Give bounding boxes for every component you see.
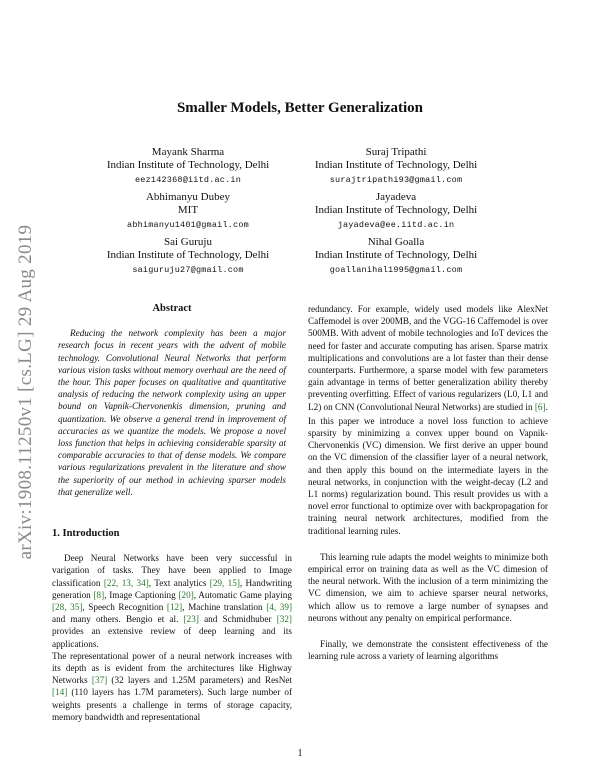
author-block [276,236,516,277]
author-name: Jayadeva [375,191,417,203]
author-name: Nihal Goalla [367,236,425,248]
author-email: jayadeva@ee.iitd.ac.in [337,220,455,230]
intro-paragraph: The representational power of a neural network increases with its depth as is evident from the architectures like Highway Networks [37] (32 layers and 1.25M parameters) and ResNet [14] (110 layers has 1.7M parameters). Such large number of weights presents a challenge in terms of storage capacity, memory bandwidth and representational [52,650,292,722]
citation-link[interactable]: [6] [534,401,546,412]
author-email: eez142368@iitd.ac.in [134,175,242,185]
author-affiliation: Indian Institute of Technology, Delhi [106,159,270,171]
author-affiliation: MIT [177,204,199,216]
author-name: Suraj Tripathi [365,146,427,158]
author-name: Mayank Sharma [151,146,225,158]
abstract-text: Reducing the network complexity has been a major research focus in recent years with the advent of mobile technology. Convolutional Neural Networks that perform various vision tasks without memory overhaul are the need of the hour. This paper focuses on qualitative and quantitative analysis of reducing the network complexity using an upper bound on Vapnik-Chervonenkis dimension, pruning and quantization. We observe a general trend in improvement of accuracies as we quantize the models. We propose a novel loss function that helps in achieving considerable sparsity at comparable accuracies to that of dense models. We compare various regularizations prevalent in the literature and show the superiority of our method in achieving sparser models that generalize well. [58,328,286,497]
arxiv-identifier: arXiv:1908.11250v1 [cs.LG] 29 Aug 2019 [15,224,36,560]
author-affiliation: Indian Institute of Technology, Delhi [314,204,478,216]
author-name: Sai Guruju [164,236,212,248]
author-name: Abhimanyu Dubey [145,191,230,203]
author-email: saiguruju27@gmail.com [132,265,244,275]
author-block [276,191,516,232]
intro-paragraph: Deep Neural Networks have been very successful in varigation of tasks. They have been applied to Image classification [22, 13, 34], Text analytics [29, 15], Handwriting generation [8], Image Captioning [20], Automatic Game playing [28, 35], Speech Recognition [12], Machine translation [4, 39] and many others. Bengio et al. [23] and Schmidhuber [32] provides an extensive review of deep learning and its applications. [52,553,293,649]
citation-link[interactable]: [29, 15] [209,577,240,588]
citation-link[interactable]: [32] [276,614,292,625]
citation-link[interactable]: [4, 39] [266,602,293,613]
author-email: abhimanyu1401@gmail.com [127,220,249,230]
right-column [308,303,548,662]
author-block [276,146,516,187]
author-block [68,146,308,187]
left-column [52,303,292,723]
body-paragraph: This learning rule adapts the model weights to minimize both empirical error on training data as well as the VC dimesion of the neural network. With the inclusion of a term minimizing the VC dimension, we aim to achieve sparser neural networks, which allow us to remove a large number of synapses and neurons without any penalty on empirical performance. [308,551,548,623]
body-paragraph: In this paper we introduce a novel loss function to achieve sparsity by minimizing a convex upper bound on Vapnik-Chervonenkis (VC) dimension. We first derive an upper bound on the VC dimension of the classifier layer of a neural network, and then apply this bound on the intermediate layers in the neural networks, in conjunction with the weight-decay (L2 and L1 norms) regularization bound. This result provides us with a novel error functional to optimize over with backpropagation for training neural network architectures, modified from the traditional learning rules. [308,415,548,536]
citation-link[interactable]: [12] [166,602,183,613]
abstract-heading: Abstract [152,303,192,314]
author-email: surajtripathi93@gmail.com [329,175,463,185]
citation-link[interactable]: [8] [93,589,105,600]
section-heading-introduction: 1. Introduction [52,528,120,540]
author-affiliation: Indian Institute of Technology, Delhi [314,159,478,171]
author-affiliation: Indian Institute of Technology, Delhi [106,249,270,261]
body-paragraph: Finally, we demonstrate the consistent effectiveness of the learning rule across a variety of learning algorithms [308,639,548,662]
citation-link[interactable]: [14] [52,687,68,698]
author-affiliation: Indian Institute of Technology, Delhi [314,249,478,261]
citation-link[interactable]: [23] [183,614,199,625]
citation-link[interactable]: [28, 35] [52,602,83,613]
citation-link[interactable]: [22, 13, 34] [103,577,149,588]
page-number: 1 [297,748,303,759]
author-block [68,236,308,277]
arxiv-side-label [12,192,40,592]
body-paragraph: redundancy. For example, widely used models like AlexNet Caffemodel is over 200MB, and the VGG-16 Caffemodel is over 500MB. With advent of mobile technologies and IoT devices the need for faster and accurate computing has arisen. Sparse matrix multiplications and convolutions are a lot faster than their dense counterparts. Furthermore, a sparse model with few parameters gain advantage in terms of better generalization ability thereby preventing overfitting. Effect of various regularizers (L0, L1 and L2) on CNN (Convolutional Neural Networks) are studied in [6]. [308,304,548,412]
author-email: goallanihal1995@gmail.com [329,265,463,275]
citation-link[interactable]: [37] [91,675,108,686]
paper-title: Smaller Models, Better Generalization [176,100,424,116]
citation-link[interactable]: [20] [178,589,194,600]
author-block [68,191,308,232]
